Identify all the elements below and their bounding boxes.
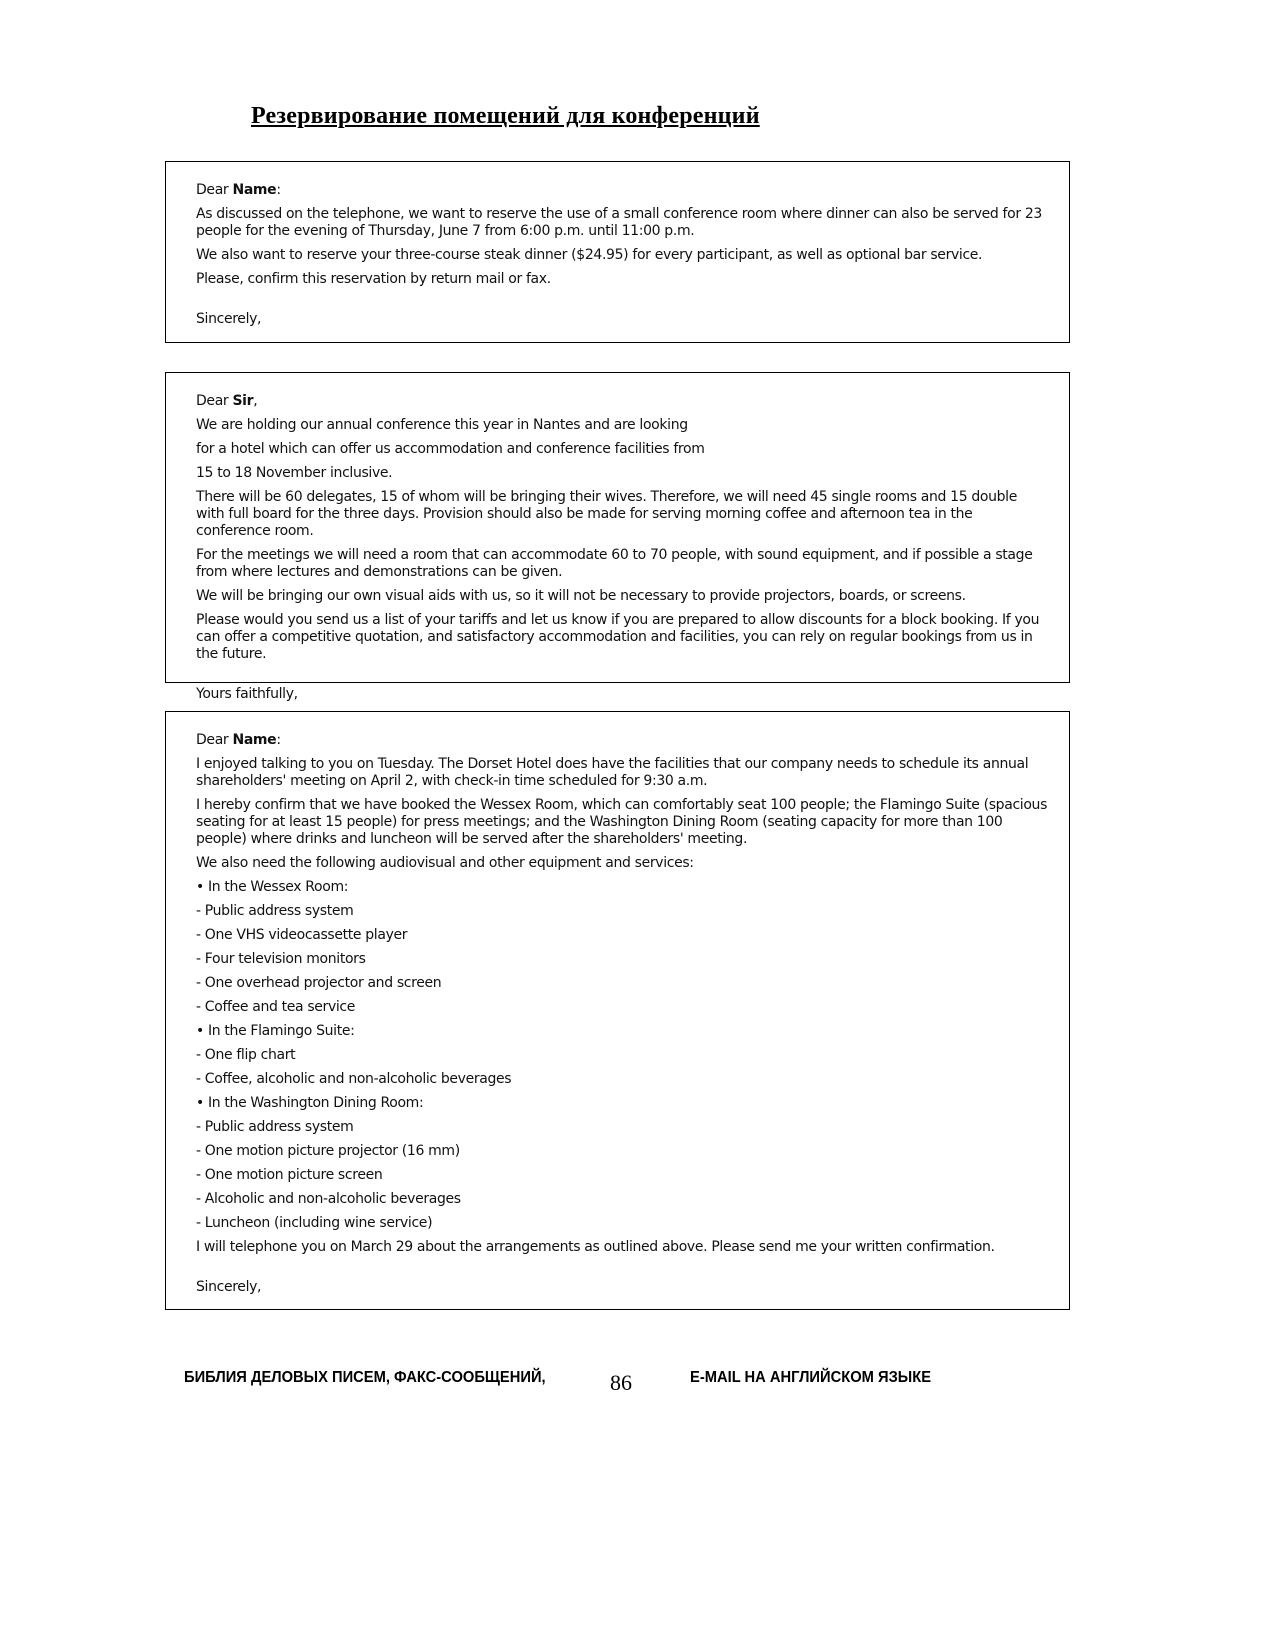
greeting-punct: , bbox=[253, 393, 258, 409]
letter-paragraph: We are holding our annual conference this year in Nantes and are looking bbox=[196, 417, 688, 433]
list-item: - Coffee, alcoholic and non-alcoholic beverages bbox=[196, 1071, 512, 1087]
letter-box-shareholders-meeting bbox=[165, 711, 1070, 1310]
greeting-word: Dear bbox=[196, 732, 229, 748]
letter-paragraph: I hereby confirm that we have booked the Wessex Room, which can comfortably seat 100 people; the Flamingo Suite (spacious seating for at least 15 people) for press meetings; and the Washington Dining Room (seating capacity for more than 100 people) where drinks and luncheon will be served after the shareholders' meeting. bbox=[196, 797, 1048, 847]
list-item: - One flip chart bbox=[196, 1047, 296, 1063]
list-item: - One motion picture projector (16 mm) bbox=[196, 1143, 460, 1159]
greeting-name: Name bbox=[232, 182, 277, 198]
list-item: - Public address system bbox=[196, 1119, 354, 1135]
list-item: - One VHS videocassette player bbox=[196, 927, 408, 943]
list-heading: • In the Washington Dining Room: bbox=[196, 1095, 424, 1111]
list-item: - Coffee and tea service bbox=[196, 999, 356, 1015]
letter-closing: Sincerely, bbox=[196, 311, 262, 327]
letter-paragraph: Please, confirm this reservation by return mail or fax. bbox=[196, 271, 551, 287]
letter-box-annual-conference bbox=[165, 372, 1070, 702]
list-item: - One motion picture screen bbox=[196, 1167, 383, 1183]
letter-greeting bbox=[196, 182, 1049, 199]
list-item: - Public address system bbox=[196, 903, 354, 919]
footer-book-title-left: БИБЛИЯ ДЕЛОВЫХ ПИСЕМ, ФАКС-СООБЩЕНИЙ, bbox=[184, 1369, 546, 1386]
list-item: - Four television monitors bbox=[196, 951, 366, 967]
letter-paragraph: As discussed on the telephone, we want to reserve the use of a small conference room where dinner can also be served for 23 people for the evening of Thursday, June 7 from 6:00 p.m. until 11:00 p.m. bbox=[196, 206, 1042, 239]
greeting-name: Name bbox=[232, 732, 277, 748]
letter-paragraph: for a hotel which can offer us accommodation and conference facilities from bbox=[196, 441, 705, 457]
letter-paragraph: Please would you send us a list of your tariffs and let us know if you are prepared to allow discounts for a block booking. If you can offer a competitive quotation, and satisfactory accommodation and facilities, you can rely on regular bookings from us in the future. bbox=[196, 612, 1040, 662]
page-title: Резервирование помещений для конференций bbox=[251, 103, 760, 129]
letter-paragraph: 15 to 18 November inclusive. bbox=[196, 465, 393, 481]
letter-paragraph: I will telephone you on March 29 about the arrangements as outlined above. Please send me your written confirmation. bbox=[196, 1239, 995, 1255]
letter-closing: Sincerely, bbox=[196, 1279, 262, 1295]
greeting-word: Dear bbox=[196, 393, 229, 409]
footer-book-title-right: E-MAIL НА АНГЛИЙСКОМ ЯЗЫКЕ bbox=[690, 1369, 932, 1386]
letter-box-small-conference-room bbox=[165, 161, 1070, 343]
greeting-word: Dear bbox=[196, 182, 229, 198]
greeting-punct: : bbox=[276, 182, 281, 198]
list-item: - Alcoholic and non-alcoholic beverages bbox=[196, 1191, 461, 1207]
greeting-name: Sir bbox=[232, 393, 254, 409]
letter-paragraph: There will be 60 delegates, 15 of whom will be bringing their wives. Therefore, we will need 45 single rooms and 15 double with full board for the three days. Provision should also be made for serving morning coffee and afternoon tea in the conference room. bbox=[196, 489, 1017, 539]
greeting-punct: : bbox=[276, 732, 281, 748]
letter-paragraph: I enjoyed talking to you on Tuesday. The Dorset Hotel does have the facilities that our company needs to schedule its annual shareholders' meeting on April 2, with check-in time scheduled for 9:30 a.m. bbox=[196, 756, 1029, 789]
letter-greeting bbox=[196, 732, 1049, 749]
list-heading: • In the Wessex Room: bbox=[196, 879, 349, 895]
letter-greeting bbox=[196, 393, 1049, 410]
list-heading: • In the Flamingo Suite: bbox=[196, 1023, 355, 1039]
list-item: - Luncheon (including wine service) bbox=[196, 1215, 433, 1231]
letter-paragraph: We also want to reserve your three-course steak dinner ($24.95) for every participant, as well as optional bar service. bbox=[196, 247, 983, 263]
letter-paragraph: We will be bringing our own visual aids with us, so it will not be necessary to provide projectors, boards, or screens. bbox=[196, 588, 966, 604]
letter-closing: Yours faithfully, bbox=[196, 686, 298, 702]
list-item: - One overhead projector and screen bbox=[196, 975, 442, 991]
page-number: 86 bbox=[610, 1370, 632, 1395]
letter-paragraph: For the meetings we will need a room that can accommodate 60 to 70 people, with sound equipment, and if possible a stage from where lectures and demonstrations can be given. bbox=[196, 547, 1033, 580]
letter-paragraph: We also need the following audiovisual and other equipment and services: bbox=[196, 855, 694, 871]
